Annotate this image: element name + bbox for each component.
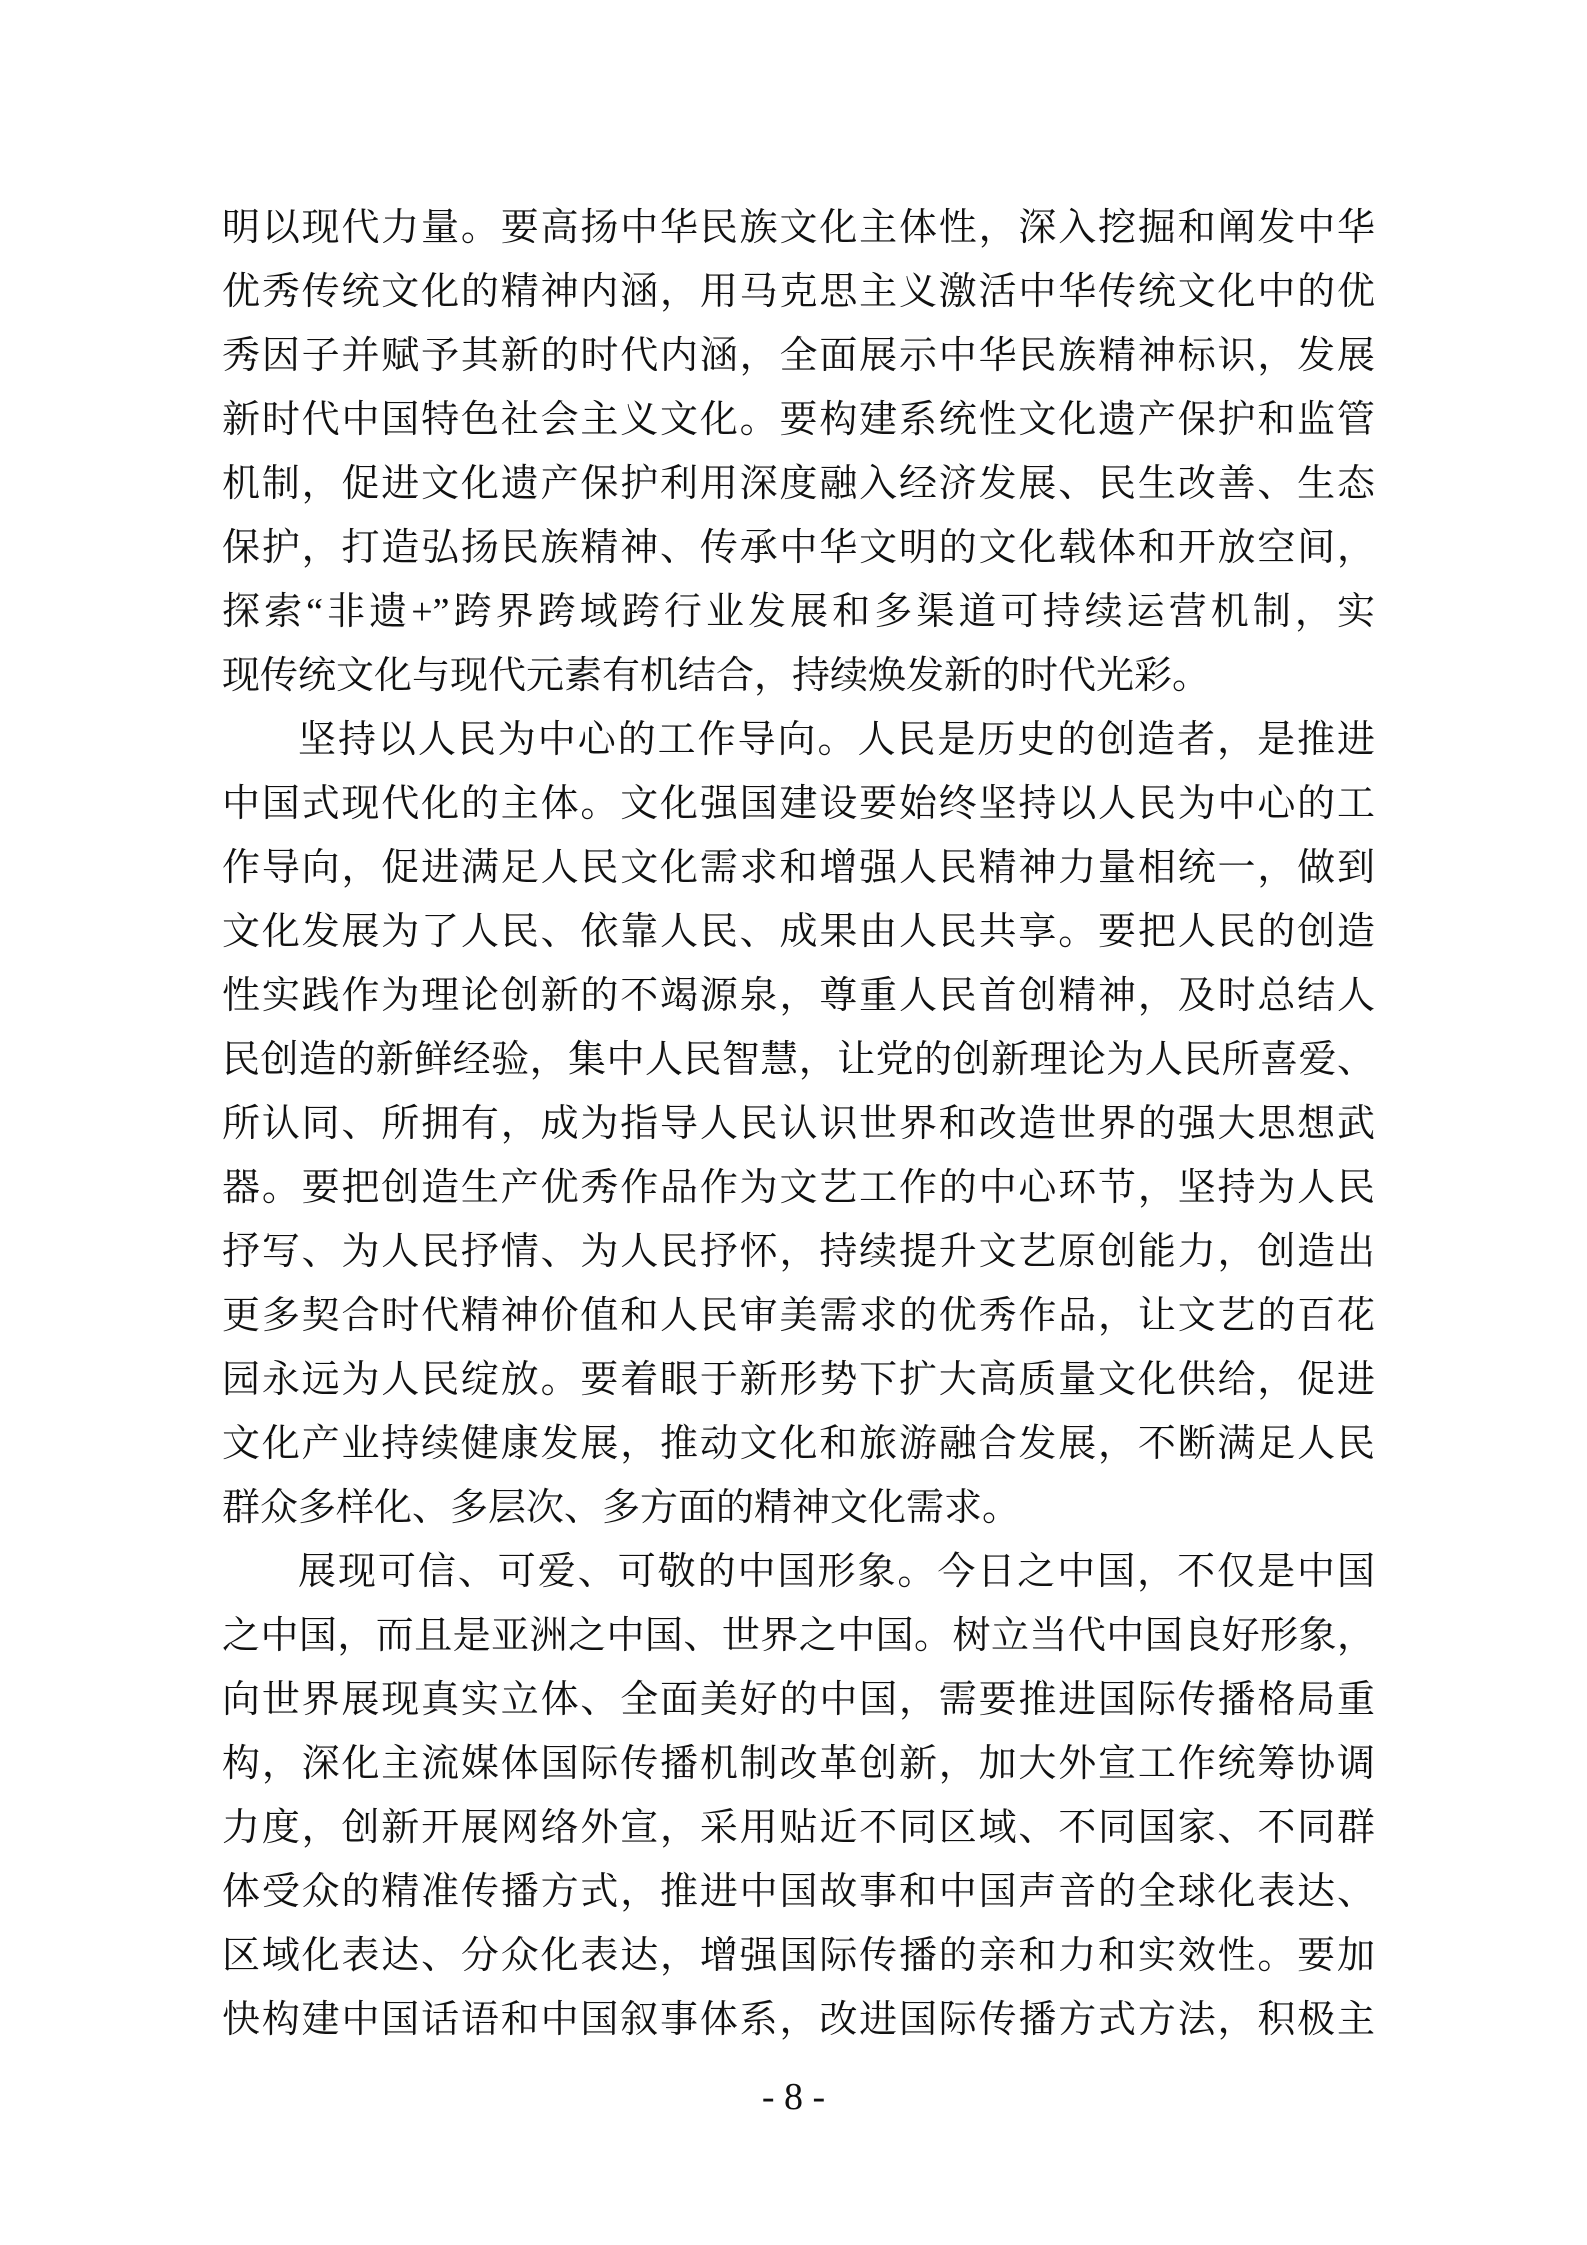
paragraph <box>222 1540 1375 2052</box>
text-line: 园永远为人民绽放。要着眼于新形势下扩大高质量文化供给，促进 <box>222 1359 1375 1401</box>
text-line: 构，深化主流媒体国际传播机制改革创新，加大外宣工作统筹协调 <box>222 1743 1375 1785</box>
text-line: 保护，打造弘扬民族精神、传承中华文明的文化载体和开放空间， <box>222 527 1375 569</box>
text-line: 快构建中国话语和中国叙事体系，改进国际传播方式方法，积极主 <box>222 1999 1375 2041</box>
text-line: 之中国，而且是亚洲之中国、世界之中国。树立当代中国良好形象， <box>222 1615 1375 1657</box>
text-line: 新时代中国特色社会主义文化。要构建系统性文化遗产保护和监管 <box>222 399 1375 441</box>
text-line: 展现可信、可爱、可敬的中国形象。今日之中国，不仅是中国 <box>298 1551 1375 1593</box>
text-line: 性实践作为理论创新的不竭源泉，尊重人民首创精神，及时总结人 <box>222 975 1375 1017</box>
text-line: 区域化表达、分众化表达，增强国际传播的亲和力和实效性。要加 <box>222 1935 1375 1977</box>
page-number: - 8 - <box>761 2076 826 2118</box>
text-line: 更多契合时代精神价值和人民审美需求的优秀作品，让文艺的百花 <box>222 1295 1375 1337</box>
text-line: 抒写、为人民抒情、为人民抒怀，持续提升文艺原创能力，创造出 <box>222 1231 1375 1273</box>
text-line: 作导向，促进满足人民文化需求和增强人民精神力量相统一，做到 <box>222 847 1375 889</box>
text-line: 向世界展现真实立体、全面美好的中国，需要推进国际传播格局重 <box>222 1679 1375 1721</box>
text-line: 器。要把创造生产优秀作品作为文艺工作的中心环节，坚持为人民 <box>222 1167 1375 1209</box>
page-footer <box>0 2075 1587 2119</box>
text-line: 现传统文化与现代元素有机结合，持续焕发新的时代光彩。 <box>222 655 1211 697</box>
text-line: 机制，促进文化遗产保护利用深度融入经济发展、民生改善、生态 <box>222 463 1375 505</box>
text-line: 文化发展为了人民、依靠人民、成果由人民共享。要把人民的创造 <box>222 911 1375 953</box>
text-line: 优秀传统文化的精神内涵，用马克思主义激活中华传统文化中的优 <box>222 271 1375 313</box>
paragraph <box>222 196 1375 708</box>
text-line: 群众多样化、多层次、多方面的精神文化需求。 <box>222 1487 1021 1529</box>
text-line: 中国式现代化的主体。文化强国建设要始终坚持以人民为中心的工 <box>222 783 1375 825</box>
text-line: 所认同、所拥有，成为指导人民认识世界和改造世界的强大思想武 <box>222 1103 1375 1145</box>
text-line: 文化产业持续健康发展，推动文化和旅游融合发展，不断满足人民 <box>222 1423 1375 1465</box>
text-line: 秀因子并赋予其新的时代内涵，全面展示中华民族精神标识，发展 <box>222 335 1375 377</box>
text-line: 体受众的精准传播方式，推进中国故事和中国声音的全球化表达、 <box>222 1871 1375 1913</box>
paragraph <box>222 708 1375 1540</box>
text-line: 明以现代力量。要高扬中华民族文化主体性，深入挖掘和阐发中华 <box>222 207 1375 249</box>
text-line: 力度，创新开展网络外宣，采用贴近不同区域、不同国家、不同群 <box>222 1807 1375 1849</box>
document-body <box>222 196 1375 2052</box>
text-line: 民创造的新鲜经验，集中人民智慧，让党的创新理论为人民所喜爱、 <box>222 1039 1375 1081</box>
text-line: 坚持以人民为中心的工作导向。人民是历史的创造者，是推进 <box>298 719 1375 761</box>
text-line: 探索“非遗+”跨界跨域跨行业发展和多渠道可持续运营机制，实 <box>222 591 1375 633</box>
